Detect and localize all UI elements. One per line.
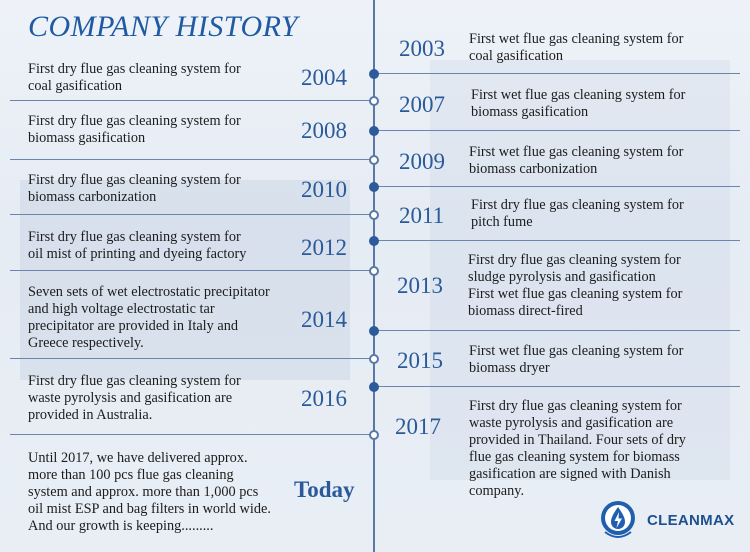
milestone-year: 2003	[399, 36, 445, 61]
milestone-year: 2008	[301, 118, 347, 143]
timeline-dot	[369, 236, 379, 246]
page-title: COMPANY HISTORY	[28, 10, 299, 43]
milestone-description: First dry flue gas cleaning system for biomass carbonization	[28, 172, 241, 205]
timeline-dot	[369, 69, 379, 79]
timeline-dot	[369, 354, 379, 364]
milestone-description: First dry flue gas cleaning system for waste pyrolysis and gasification are provided in Thailand. Four sets of dry flue gas cleaning system for biomass gasification are signed with Danish company.	[469, 398, 686, 499]
timeline-connector	[374, 386, 740, 387]
milestone-year: 2013	[397, 273, 443, 298]
milestone-year: 2016	[301, 386, 347, 411]
milestone-description: First dry flue gas cleaning system for waste pyrolysis and gasification are provided in Australia.	[28, 373, 241, 423]
today-label: Today	[294, 477, 355, 502]
milestone-description: Seven sets of wet electrostatic precipitator and high voltage electrostatic tar precipitator are provided in Italy and Greece respectively.	[28, 284, 270, 351]
timeline-dot	[369, 382, 379, 392]
timeline-connector	[374, 330, 740, 331]
timeline-dot	[369, 126, 379, 136]
timeline-connector	[10, 214, 373, 215]
milestone-description: First dry flue gas cleaning system for pitch fume	[471, 197, 684, 230]
milestone-description: First wet flue gas cleaning system for biomass gasification	[471, 87, 686, 120]
timeline-dot	[369, 266, 379, 276]
logo-name: CLEANMAX	[647, 511, 735, 529]
milestone-year: 2015	[397, 348, 443, 373]
timeline-dot	[369, 182, 379, 192]
lightning-drop-icon	[597, 498, 639, 542]
milestone-year: 2014	[301, 307, 347, 332]
milestone-description: First wet flue gas cleaning system for biomass carbonization	[469, 144, 684, 177]
timeline-dot	[369, 155, 379, 165]
milestone-year: 2011	[399, 203, 445, 228]
timeline-connector	[374, 130, 740, 131]
timeline-connector	[374, 186, 740, 187]
milestone-description: First dry flue gas cleaning system for coal gasification	[28, 61, 241, 94]
timeline-dot	[369, 96, 379, 106]
timeline-connector	[10, 100, 373, 101]
milestone-description: First dry flue gas cleaning system for sludge pyrolysis and gasification First wet flue gas cleaning system for biomass direct-fired	[468, 252, 683, 319]
timeline-connector	[10, 434, 373, 435]
timeline-connector	[10, 358, 373, 359]
milestone-description: First dry flue gas cleaning system for oil mist of printing and dyeing factory	[28, 229, 247, 262]
timeline-dot	[369, 326, 379, 336]
milestone-year: 2004	[301, 65, 347, 90]
timeline-connector	[374, 240, 740, 241]
summary-text: Until 2017, we have delivered approx. more than 100 pcs flue gas cleaning system and approx. more than 1,000 pcs oil mist ESP and bag filters in world wide. And our growth is keeping.........	[28, 450, 271, 534]
milestone-description: First dry flue gas cleaning system for biomass gasification	[28, 113, 241, 146]
timeline-connector	[374, 73, 740, 74]
milestone-year: 2007	[399, 92, 445, 117]
timeline-dot	[369, 210, 379, 220]
timeline-dot	[369, 430, 379, 440]
milestone-year: 2012	[301, 235, 347, 260]
milestone-description: First wet flue gas cleaning system for coal gasification	[469, 31, 684, 64]
timeline-axis	[373, 0, 375, 552]
milestone-year: 2017	[395, 414, 441, 439]
company-logo	[597, 498, 734, 542]
timeline-connector	[10, 270, 373, 271]
milestone-year: 2010	[301, 177, 347, 202]
milestone-year: 2009	[399, 149, 445, 174]
milestone-description: First wet flue gas cleaning system for biomass dryer	[469, 343, 684, 376]
timeline-connector	[10, 159, 373, 160]
